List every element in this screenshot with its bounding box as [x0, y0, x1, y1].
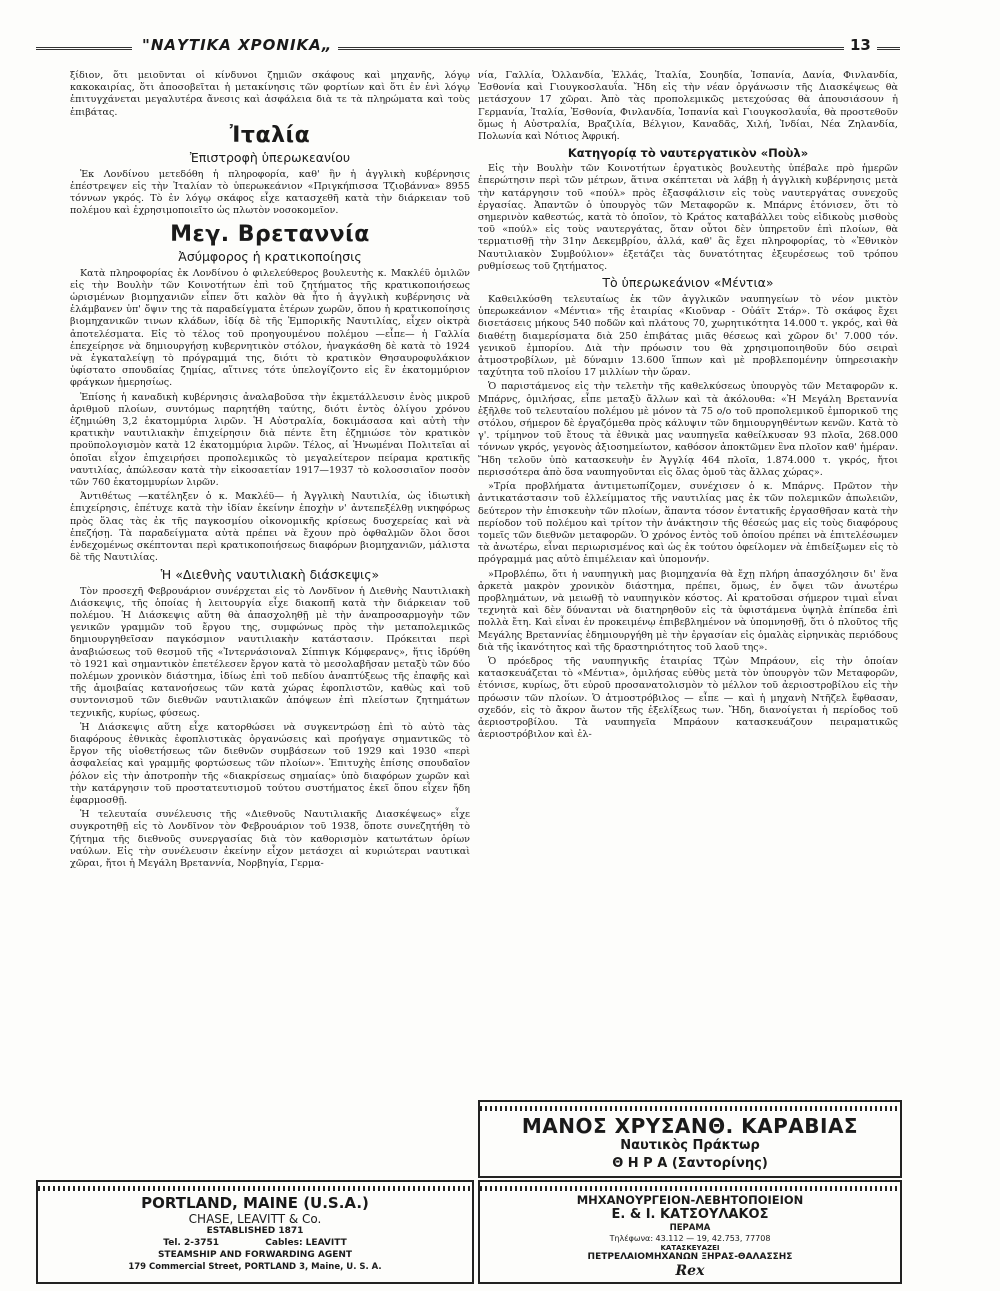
ad-portland-established: ESTABLISHED 1871: [206, 1226, 304, 1236]
right-column: [478, 70, 898, 743]
running-header: [36, 36, 900, 60]
ad-portland-city: PORTLAND, MAINE (U.S.A.): [141, 1194, 369, 1212]
ad-portland-business: STEAMSHIP AND FORWARDING AGENT: [157, 1250, 353, 1260]
media-paragraph-4: »Προβλέπω, ὅτι ἡ ναυπηγικὴ μας βιομηχανία θὰ ἔχῃ πλήρη ἀπασχόλησιν δι' ἕνα ἀρκετὰ μακρὸν χρονικὸν διάστημα, πρέπει, ὅμως, ἐν ὄψει τῶν ἀνωτέρω προβλημάτων, νὰ μειωθῇ τὸ ναυπηγικὸν κόστος. Αἱ κρατοῦσαι σήμερον τιμαὶ εἶναι τεχνητὰ καὶ δὲν δύνανται νὰ διατηρηθοῦν εἰς τὰ ὑφιστάμενα ὑψηλὰ ἐπίπεδα ἐπὶ πολλὰ ἔτη. Καὶ εἶναι ἐν προκειμένῳ ἐπιβεβλημένον νὰ ὑπομνησθῇ, ὅτι ὁ πλοῦτος τῆς Μεγάλης Βρεταννίας ἐδημιουργήθη μὲ τὴν ἐργασίαν εἰς ὁμαλὰς εἰρηνικὰς περιόδους διὰ τῆς ἱκανότητος καὶ τῆς δραστηριότητος τοῦ λαοῦ της».: [478, 568, 898, 653]
journal-title: "ΝΑΥΤΙΚΑ ΧΡΟΝΙΚΑ„: [136, 36, 338, 54]
britain-subheading: Ἀσύμφορος ἡ κρατικοποίησις: [178, 248, 362, 264]
ad-portland-street: 179 Commercial Street: [128, 1262, 239, 1272]
ad-karavias-name: ΜΑΝΟΣ ΧΡΥΣΑΝΘ. ΚΑΡΑΒΙΑΣ: [521, 1114, 859, 1138]
left-column: [70, 70, 470, 872]
ad-portland-firm: CHASE, LEAVITT & Co.: [188, 1212, 322, 1226]
media-paragraph-2: Ὁ παριστάμενος εἰς τὴν τελετὴν τῆς καθελκύσεως ὑπουργὸς τῶν Μεταφορῶν κ. Μπάρνς, ὁμιλήσας, εἶπε μεταξὺ ἄλλων καὶ τὰ ἀκόλουθα: «Ἡ Μεγάλη Βρεταννία ἐξῆλθε τοῦ τελευταίου πολέμου μὲ μόνον τὰ 75 ο/ο τοῦ προπολεμικοῦ ἐμπορικοῦ της στόλου, σήμερον δὲ ἐργαζόμεθα πρὸς κάλυψιν τῶν δημιουργηθέντων κενῶν. Κατὰ τὸ γ'. τρίμηνον τοῦ ἔτους τὰ ἐθνικὰ μας ναυπηγεῖα καθείλκυσαν 93 πλοῖα, 268.000 τόννων γκρός, γεγονὸς ἀξιοσημείωτον, καθόσον ἀποκτῶμεν ἓνα πλοῖον καθ' ἡμέραν. Ἤδη τελοῦν ὑπὸ κατασκευὴν ἐν Ἀγγλίᾳ 464 πλοῖα, 1.874.000 τ. γκρός, ἤτοι περισσότερα ἀπὸ ὅσα ναυπηγοῦνται εἰς ὅλας ὁμοῦ τὰς ἄλλας χώρας».: [478, 381, 898, 478]
ad-portland-address-block: 179 Commercial Street, PORTLAND 3, Maine, U. S. A.: [128, 1262, 382, 1272]
ad-katsoulakos-phones: Τηλέφωνα: 43.112 — 19, 42.753, 77708: [609, 1234, 771, 1243]
media-paragraph-1: Καθειλκύσθη τελευταίως ἐκ τῶν ἀγγλικῶν ναυπηγείων τὸ νέον μικτὸν ὑπερωκεάνιον «Μέντια» τῆς ἑταιρίας «Κιοῦναρ - Οὐάϊτ Στάρ». Τὸ σκάφος ἔχει δισετάσεις μήκους 540 ποδῶν καὶ πλάτους 70, χωρητικότητα 14.000 τ. γκρός, καὶ θὰ διαθέτῃ διαμερίσματα διὰ 250 ἐπιβάτας μιᾶς θέσεως καὶ χῶρον δι' 7.000 τόν. γενικοῦ ἐμπορίου. Διὰ τὴν πρόωσιν του θὰ χρησιμοποιηθοῦν δύο σειραὶ ἀτμοστροβίλων, μὲ δύναμιν 13.600 ἵππων καὶ μὲ προβλεπομένην ὑπηρεσιακὴν ταχύτητα τοῦ πλοίου 17 μιλλίων τὴν ὥραν.: [478, 294, 898, 379]
ad-katsoulakos-line1: ΜΗΧΑΝΟΥΡΓΕΙΟΝ-ΛΕΒΗΤΟΠΟΙΕΙΟΝ: [576, 1193, 804, 1207]
countries-paragraph: νία, Γαλλία, Ὀλλανδία, Ἑλλάς, Ἰταλία, Σουηδία, Ἱσπανία, Δανία, Φινλανδία, Ἐσθονία καὶ Γιουγκοσλαυΐα. Ἤδη εἰς τὴν νέαν ὀργάνωσιν τῆς Διασκέψεως θὰ μετάσχουν 17 χῶραι. Ἀπὸ τὰς προπολεμικῶς μετεχούσας θὰ ἀπουσιάσουν ἡ Γερμανία, Ἰταλία, Ἐσθονία, Φινλανδία, Ἱσπανία καὶ Γιουγκοσλαυΐα, θὰ προστεθοῦν ὅμως ἡ Αὐστραλία, Βραζιλία, Βέλγιον, Καναδᾶς, Χιλή, Ἰνδίαι, Νέα Ζηλανδία, Πολωνία καὶ Νότιος Ἀφρική.: [478, 70, 898, 143]
ad-karavias-place: Θ Η Ρ Α (Σαντορίνης): [612, 1156, 768, 1171]
ad-katsoulakos-place: ΠΕΡΑΜΑ: [669, 1223, 711, 1233]
italy-subheading: Ἐπιστροφὴ ὑπερωκεανίου: [189, 149, 351, 165]
media-paragraph-3: »Τρία προβλήματα ἀντιμετωπίζομεν, συνέχισεν ὁ κ. Μπάρνς. Πρῶτον τὴν ἀντικατάστασιν τοῦ ἐλλείμματος τῆς ναυτιλίας μας ἐκ τῶν πολεμικῶν ἀπωλειῶν, δεύτερον τὴν ἐπισκευὴν τῶν πλοίων, ἅπαντα τόσον ἐντατικῆς ἐργασθῆσαν κατὰ τὴν περίοδον τοῦ πολέμου καὶ τρίτον τὴν ἀνάκτησιν τῆς θέσεώς μας εἰς τοὺς διαφόρους τομεῖς τῶν διεθνῶν μεταφορῶν. Ὁ χρόνος ἐντὸς τοῦ ὁποίου πρέπει νὰ ἐπιτελέσωμεν τὰ ἀνωτέρω, εἶναι περιωρισμένος καὶ ὡς ἐκ τούτου ὀφείλομεν νὰ ἐπιδείξωμεν εἰς τὸ πρόγραμμά μας αὐτὸ ἐπιμέλειαν καὶ ὑπομονήν.: [478, 481, 898, 566]
ad-katsoulakos-makes: ΚΑΤΑΣΚΕΥΑΖΕΙ: [660, 1244, 720, 1252]
britain-paragraph-3: Ἀντιθέτως —κατέληξεν ὁ κ. Μακλέϋ— ἡ Ἀγγλικὴ Ναυτιλία, ὡς ἰδιωτικὴ ἐπιχείρησις, ἐπέτυχε κατὰ τὴν ἰδίαν ἐκείνην ἐποχὴν ν' ἀντεπεξέλθῃ νικηφόρως πρὸς ὅλας τὰς ἐκ τῆς παγκοσμίου οἰκονομικῆς κρίσεως δυσχερείας καὶ νὰ ἐπεζήσῃ. Τὰ παραδείγματα αὐτὰ πρέπει νὰ ἔχουν πρὸ ὀφθαλμῶν ὅλοι ὅσοι ἐνδεχομένως σκέπτονται περὶ κρατικοποιήσεως διαφόρων βιομηχανιῶν, μάλιστα δὲ τῆς Ναυτιλίας.: [70, 491, 470, 564]
conference-paragraph-1: Τὸν προσεχῆ Φεβρουάριον συνέρχεται εἰς τὸ Λονδῖνον ἡ Διεθνὴς Ναυτιλιακὴ Διάσκεψις, τῆς ὁποίας ἡ λειτουργία εἶχε διακοπῆ κατὰ τὴν διάρκειαν τοῦ πολέμου. Ἡ Διάσκεψις αὕτη θὰ ἀπασχοληθῇ μὲ τὴν ἀναπροσαρμογὴν τῶν γενικῶν γραμμῶν τοῦ ἔργου της, συμφώνως πρὸς τὴν μεταπολεμικῶς δημιουργηθεῖσαν παγκόσμιον ναυτιλιακὴν κατάστασιν. Πρόκειται περὶ ἀναβιώσεως τοῦ θεσμοῦ τῆς «Ἰντερνάσιοναλ Σίππιγκ Κόμφερανς», ἥτις ἱδρύθη τὸ 1921 καὶ σημαντικὸν ἐπετέλεσεν ἔργον κατὰ τὸ μεσολαβῆσαν μεταξὺ τῶν δύο πολέμων χρονικὸν διάστημα, ἰδίως ἐπὶ τοῦ πεδίου ἀναπτύξεως τῆς ἐπαφῆς καὶ τῆς ἀμοιβαίας κατανοήσεως τῶν κατὰ χώρας ἐφοπλιστῶν, καθὼς καὶ τοῦ συντονισμοῦ τῶν διεθνῶν ναυτιλιακῶν ἀπόψεων ἐπὶ πλείστων ζητημάτων τεχνικῆς, κυρίως, φύσεως.: [70, 585, 470, 719]
media-subheading: Τὸ ὑπερωκεάνιον «Μέντια»: [602, 275, 774, 291]
ad-katsoulakos: [478, 1180, 902, 1284]
ad-border-dashes: [480, 1106, 900, 1111]
ad-portland-tel: Tel. 2-3751: [163, 1238, 219, 1248]
ad-portland-address: PORTLAND 3, Maine, U. S. A.: [244, 1262, 382, 1272]
italy-paragraph: Ἐκ Λονδίνου μετεδόθη ἡ πληροφορία, καθ' ἣν ἡ ἀγγλικὴ κυβέρνησις ἐπέστρεψεν εἰς τὴν Ἰταλίαν τὸ ὑπερωκεάνιον «Πριγκήπισσα Τζιοβάννα» 8955 τόννων γκρός. Τὸ ἐν λόγῳ σκάφος εἶχε κατασχεθῆ κατὰ τὴν διάρκειαν τοῦ πολέμου καὶ ἐχρησιμοποιεῖτο ὡς πλωτὸν νοσοκομεῖον.: [70, 168, 470, 217]
header-rule-middle: [306, 47, 846, 50]
conference-paragraph-2: Ἡ Διάσκεψις αὕτη εἶχε κατορθώσει νὰ συγκεντρώσῃ ἐπὶ τὸ αὐτὸ τὰς διαφόρους ἐθνικὰς ἐφοπλιστικὰς ὀργανώσεις καὶ προήγαγε σημαντικῶς τὸ ἔργον τῆς υἱοθετήσεως τῶν διεθνῶν συμβάσεων τοῦ 1929 καὶ 1930 «περὶ ἀσφαλείας καὶ γραμμῆς φορτώσεως τῶν πλοίων». Ἐπιτυχὴς ἐπίσης σπουδαῖον ῥόλον εἰς τὴν ἀποτροπὴν τῆς «διακρίσεως σημαίας» ὑπὸ διαφόρων χωρῶν καὶ τὴν κατάργησιν τοῦ προστατευτισμοῦ τούτου συστήματος ἐκεῖ ὅπου εἶχεν ἤδη ἐφαρμοσθῇ.: [70, 721, 470, 806]
ad-portland: [36, 1180, 474, 1284]
britain-paragraph-1: Κατὰ πληροφορίας ἐκ Λονδίνου ὁ φιλελεύθερος βουλευτὴς κ. Μακλέϋ ὁμιλῶν εἰς τὴν Βουλὴν τῶν Κοινοτήτων ἐπὶ τοῦ ζητήματος τῆς κρατικοποιήσεως ὡρισμένων βιομηχανιῶν εἶπεν ὅτι καλὸν θὰ ἦτο ἡ ἀγγλικὴ κυβέρνησις νὰ ἐλάμβανεν ὑπ' ὄψιν της τὰ παραδείγματα ἑτέρων χωρῶν, ὅπου ἡ κρατικοποίησις βιομηχανικῶν τινων κλάδων, ἰδίᾳ δὲ τῆς Ἐμπορικῆς Ναυτιλίας, εἶχεν οἰκτρὰ ἀποτελέσματα. Εἰς τὸ τέλος τοῦ προηγουμένου πολέμου —εἶπε— ἡ Γαλλία ἐπεχείρησε νὰ δημιουργήσῃ κυβερνητικὸν στόλον, ἠναγκάσθη δὲ κατὰ τὸ 1924 νὰ ἐγκαταλείψῃ τὸ πρόγραμμά της, διότι τὸ κρατικὸν Θησαυροφυλάκιον ὑφίστατο σπουδαίας ζημίας, αἵτινες τότε ὑπελογίζοντο εἰς ἓν ἑκατομμύριον φράγκων ἡμερησίως.: [70, 267, 470, 389]
media-paragraph-5: Ὁ πρόεδρος τῆς ναυπηγικῆς ἑταιρίας Τζὼν Μπράουν, εἰς τὴν ὁποίαν κατασκευάζεται τὸ «Μέντια», ὁμιλήσας εὐθὺς μετὰ τὸν ὑπουργὸν τῶν Μεταφορῶν, ἐτόνισε, κυρίως, ὅτι εὑροῦ προσανατολισμὸν τὸ μέλλον τοῦ ἀεριοστροβίλου εἰς τὴν πρόωσιν τῶν πλοίων. Ὁ ἀτμοστρόβιλος — εἶπε — καὶ ἡ μηχανὴ Ντῆζελ ἔφθασαν, σχεδόν, εἰς τὸ ἄκρον ἄωτον τῆς ἐξελίξεως των. Ἤδη, διανοίγεται ἡ περίοδος τοῦ ἀεριοστροβίλου. Τὰ ναυπηγεῖα Μπράουν κατασκευάζουν πειραματικῶς ἀεριοστρόβιλον καὶ ἐλ-: [478, 655, 898, 741]
ad-border-dashes: [38, 1186, 472, 1191]
ad-border-dashes: [480, 1186, 900, 1191]
britain-heading: Μεγ. Βρεταννία: [170, 221, 370, 247]
ad-karavias: [478, 1100, 902, 1178]
ad-katsoulakos-brand: Rex: [675, 1263, 705, 1279]
pool-paragraph: Εἰς τὴν Βουλὴν τῶν Κοινοτήτων ἐργατικὸς βουλευτὴς ὑπέβαλε πρὸ ἡμερῶν ἐπερώτησιν περὶ τῶν μέτρων, ἅτινα σκέπτεται νὰ λάβῃ ἡ ἀγγλικὴ κυβέρνησις μετὰ τὴν κατάργησιν τοῦ «πούλ» πρὸς ἐξασφάλισιν εἰς τοὺς ναυτεργάτας συνεχοῦς ἐργασίας. Ἀπαντῶν ὁ ὑπουργὸς τῶν Μεταφορῶν κ. Μπάρνς ἐτόνισεν, ὅτι τὸ σημερινὸν καθεστώς, κατὰ τὸ ὁποῖον, τὸ Κράτος καταβάλλει τοὺς εἰδικοὺς μισθοὺς τοῦ «πούλ» εἰς τοὺς ναυτεργάτας, ὅταν οὗτοι δὲν ὑπηρετοῦν ἐπὶ πλοίων, θὰ τερματισθῇ τὴν 31ην Δεκεμβρίου, ἀλλά, καθ' ἃς ἔχει πληροφορίας, τὸ «Ἐθνικὸν Ναυτιλιακὸν Συμβούλιον» ἐξετάζει τὰς δυνατότητας ἐξευρέσεως τοῦ τρόπου ρυθμίσεως τοῦ ζητήματος.: [478, 163, 898, 272]
header-rule-left: [36, 47, 132, 50]
britain-paragraph-2: Ἐπίσης ἡ καναδικὴ κυβέρνησις ἀναλαβοῦσα τὴν ἐκμετάλλευσιν ἑνὸς μικροῦ ἀριθμοῦ πλοίων, συντόμως παρητήθη ταύτης, διότι ἐντὸς ὀλίγου χρόνου ἐζημιώθη 3,2 ἑκατομμύρια λιρῶν. Ἡ Αὐστραλία, δοκιμάσασα καὶ αὐτὴ τὴν κρατικὴν ναυτιλιακὴν ἐπιχείρησιν διὰ πέντε ἔτη ἐζημιώσε τὸν κρατικὸν προϋπολογισμὸν κατὰ 12 ἑκατομμύρια λιρῶν. Τέλος, αἱ Ἡνωμέναι Πολιτεῖαι αἱ ὁποῖαι εἶχον ἐπιχειρήσει προπολεμικῶς τὸ μεγαλείτερον πείραμα κρατικῆς ναυτιλίας, ἀπώλεσαν κατὰ τὴν εἰκοσαετίαν 1917—1937 τὸ κολοσσιαῖον ποσὸν τῶν 760 ἑκατομμυρίων λιρῶν.: [70, 391, 470, 489]
ad-portland-cables: Cables: LEAVITT: [265, 1238, 347, 1248]
page-number: 13: [844, 36, 877, 54]
intro-paragraph: ξίδιον, ὅτι μειοῦνται οἱ κίνδυνοι ζημιῶν σκάφους καὶ μηχανῆς, λόγῳ κακοκαιρίας, ὅτι ἀποσοβεῖται ἡ μετακίνησις τῶν φορτίων καὶ ὅτι ἐν ἑνὶ λόγῳ ἐπιτυγχάνεται μεγαλυτέρα ἄνεσις καὶ ἀσφάλεια διὰ τε τὰ πληρώματα καὶ τοὺς ἐπιβάτας.: [70, 70, 470, 118]
ad-karavias-role: Ναυτικὸς Πράκτωρ: [620, 1138, 760, 1153]
italy-heading: Ἰταλία: [229, 122, 311, 148]
pool-subheading: Κατηγορίᾳ τὸ ναυτεργατικὸν «Ποὺλ»: [567, 146, 809, 161]
conference-subheading: Ἡ «Διεθνὴς ναυτιλιακὴ διάσκεψις»: [160, 566, 380, 582]
conference-paragraph-3: Ἡ τελευταία συνέλευσις τῆς «Διεθνοῦς Ναυτιλιακῆς Διασκέψεως» εἶχε συγκροτηθῇ εἰς τὸ Λονδῖνον τὸν Φεβρουάριον τοῦ 1938, ὅποτε συνεζητήθη τὸ ζήτημα τῆς διεθνοῦς συνεργασίας διὰ τὸν καθορισμὸν κατωτάτων ὁρίων ναύλων. Εἰς τὴν συνέλευσιν ἐκείνην εἶχον μετάσχει αἱ κυριώτεραι ναυτικαὶ χῶραι, ἤτοι ἡ Μεγάλη Βρεταννία, Νορβηγία, Γερμα-: [70, 809, 470, 869]
ad-katsoulakos-engines: ΠΕΤΡΕΛΑΙΟΜΗΧΑΝΩΝ ΞΗΡΑΣ-ΘΑΛΑΣΣΗΣ: [587, 1252, 793, 1262]
ad-katsoulakos-line2: Ε. & Ι. ΚΑΤΣΟΥΛΑΚΟΣ: [611, 1207, 769, 1222]
ad-portland-contact: [38, 1238, 472, 1248]
